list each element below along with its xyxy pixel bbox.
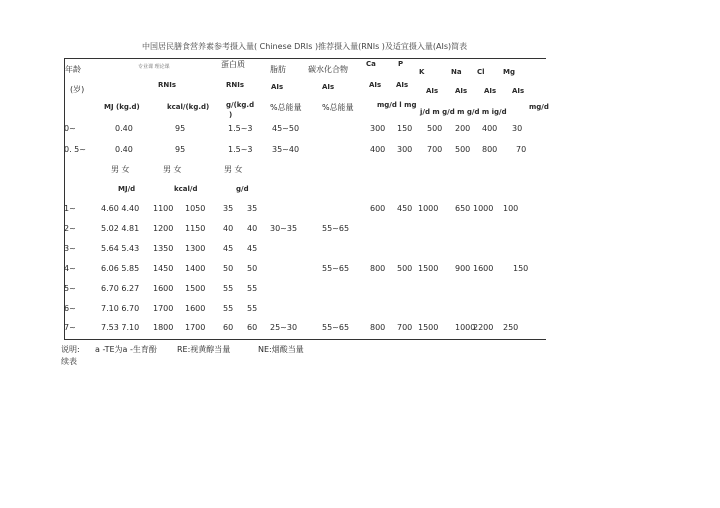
table-row xyxy=(0,265,720,277)
header-fat: 脂肪 xyxy=(270,65,286,74)
cell-energy-mj: 7.53 7.10 xyxy=(101,323,140,332)
cell-protein-male: 60 xyxy=(223,323,234,332)
header-k-ai: AIs xyxy=(426,87,439,95)
cell-na: 1000 xyxy=(455,323,476,332)
header-ca-p-unit: mg/d l mg xyxy=(377,101,417,109)
cell-energy-kcal-female: 1300 xyxy=(185,244,206,253)
cell-k: 1000 xyxy=(418,204,439,213)
cell-protein-male: 45 xyxy=(223,244,234,253)
cell-carb: 55~65 xyxy=(322,224,350,233)
table-row xyxy=(0,225,720,237)
cell-fat: 35~40 xyxy=(272,145,300,154)
header-fat-ai: AIs xyxy=(271,83,284,91)
cell-cl: 1600 xyxy=(473,264,494,273)
cell-protein-male: 40 xyxy=(223,224,234,233)
header-na-ai: AIs xyxy=(455,87,468,95)
footnote-note-2: RE:视黄醇当量 xyxy=(177,345,231,354)
header-protein-rni: RNIs xyxy=(226,81,245,89)
cell-energy-mj: 5.64 5.43 xyxy=(101,244,140,253)
cell-energy-kcal-male: 1100 xyxy=(153,204,174,213)
cell-cl: 400 xyxy=(482,124,498,133)
table-row xyxy=(0,285,720,297)
table-row xyxy=(0,125,720,137)
table-row xyxy=(0,245,720,257)
cell-protein-male: 50 xyxy=(223,264,234,273)
cell-protein-female: 60 xyxy=(247,323,258,332)
cell-fat: 45~50 xyxy=(272,124,300,133)
header-ca: Ca xyxy=(366,60,376,68)
cell-energy-kcal-male: 1450 xyxy=(153,264,174,273)
header-carb-unit: %总能量 xyxy=(322,103,354,112)
cell-energy-kcal-female: 1150 xyxy=(185,224,206,233)
header-cl: Cl xyxy=(477,68,485,76)
subheader-unit-mj: MJ/d xyxy=(118,185,136,193)
cell-age: 0. 5~ xyxy=(64,145,86,154)
cell-p: 150 xyxy=(397,124,413,133)
header-energy-unit-mj: MJ (kg.d) xyxy=(104,103,140,111)
header-p-ai: AIs xyxy=(396,81,409,89)
cell-energy-mj: 5.02 4.81 xyxy=(101,224,140,233)
table-row xyxy=(0,146,720,158)
cell-mg: 100 xyxy=(503,204,519,213)
cell-na: 650 xyxy=(455,204,471,213)
left-rule xyxy=(64,58,65,340)
cell-age: 5~ xyxy=(64,284,76,293)
header-age-unit: (岁) xyxy=(70,85,85,94)
cell-protein-female: 45 xyxy=(247,244,258,253)
cell-energy-kcal: 95 xyxy=(175,124,186,133)
cell-mg: 250 xyxy=(503,323,519,332)
subheader-sex-energy-mj: 男 女 xyxy=(111,165,130,174)
cell-k: 1500 xyxy=(418,323,439,332)
header-k: K xyxy=(419,68,425,76)
header-right-unit: mg/d xyxy=(529,103,549,111)
cell-protein: 1.5~3 xyxy=(228,124,253,133)
cell-mg: 30 xyxy=(512,124,523,133)
cell-energy-kcal-male: 1700 xyxy=(153,304,174,313)
cell-energy-mj: 4.60 4.40 xyxy=(101,204,140,213)
header-protein-unit: g/(kg.d xyxy=(226,101,255,109)
cell-protein-female: 40 xyxy=(247,224,258,233)
cell-protein-male: 35 xyxy=(223,204,234,213)
table-row xyxy=(0,324,720,336)
cell-fat: 25~30 xyxy=(270,323,298,332)
cell-age: 1~ xyxy=(64,204,76,213)
cell-na: 200 xyxy=(455,124,471,133)
cell-protein-female: 35 xyxy=(247,204,258,213)
cell-k: 1500 xyxy=(418,264,439,273)
header-ca-ai: AIs xyxy=(369,81,382,89)
cell-energy-kcal-male: 1350 xyxy=(153,244,174,253)
cell-protein-male: 55 xyxy=(223,304,234,313)
table-row xyxy=(0,205,720,217)
subheader-sex-energy-kcal: 男 女 xyxy=(163,165,182,174)
cell-mg: 70 xyxy=(516,145,527,154)
header-mg: Mg xyxy=(503,68,515,76)
cell-p: 450 xyxy=(397,204,413,213)
cell-p: 500 xyxy=(397,264,413,273)
cell-energy-kcal-female: 1600 xyxy=(185,304,206,313)
header-protein-unit-close: ) xyxy=(229,111,233,119)
table-title: 中国居民膳食营养素参考摄入量( Chinese DRIs )推荐摄入量(RNIs )及适宜摄入量(AIs)简表 xyxy=(142,42,468,51)
header-fat-unit: %总能量 xyxy=(270,103,302,112)
cell-protein-male: 55 xyxy=(223,284,234,293)
cell-energy-kcal-female: 1500 xyxy=(185,284,206,293)
cell-energy-mj: 6.70 6.27 xyxy=(101,284,140,293)
cell-energy-kcal-male: 1600 xyxy=(153,284,174,293)
cell-fat: 30~35 xyxy=(270,224,298,233)
cell-ca: 800 xyxy=(370,323,386,332)
cell-energy-mj: 0.40 xyxy=(115,145,133,154)
header-carb: 碳水化合物 xyxy=(308,65,348,74)
cell-na: 500 xyxy=(455,145,471,154)
cell-protein-female: 55 xyxy=(247,304,258,313)
cell-energy-mj: 6.06 5.85 xyxy=(101,264,140,273)
footnote-note-3: NE:烟酸当量 xyxy=(258,345,304,354)
header-protein: 蛋白质 xyxy=(221,60,245,69)
cell-energy-mj: 7.10 6.70 xyxy=(101,304,140,313)
cell-carb: 55~65 xyxy=(322,323,350,332)
cell-protein: 1.5~3 xyxy=(228,145,253,154)
header-na: Na xyxy=(451,68,462,76)
cell-age: 6~ xyxy=(64,304,76,313)
header-minerals-unit: j/d m g/d m g/d m ig/d xyxy=(420,108,507,116)
subheader-unit-g: g/d xyxy=(236,185,249,193)
header-p: P xyxy=(398,60,404,68)
cell-k: 700 xyxy=(427,145,443,154)
header-mg-ai: AIs xyxy=(512,87,525,95)
cell-age: 2~ xyxy=(64,224,76,233)
cell-protein-female: 50 xyxy=(247,264,258,273)
cell-energy-kcal-male: 1800 xyxy=(153,323,174,332)
cell-ca: 600 xyxy=(370,204,386,213)
cell-age: 7~ xyxy=(64,323,76,332)
header-age: 年龄 xyxy=(65,65,81,74)
cell-cl: 800 xyxy=(482,145,498,154)
cell-cl: 2200 xyxy=(473,323,494,332)
footnote-label: 说明: xyxy=(61,345,80,354)
header-energy-unit-kcal: kcal/(kg.d) xyxy=(167,103,210,111)
cell-cl: 1000 xyxy=(473,204,494,213)
bottom-rule xyxy=(64,339,546,340)
cell-carb: 55~65 xyxy=(322,264,350,273)
subheader-sex-protein: 男 女 xyxy=(224,165,243,174)
cell-energy-kcal-female: 1050 xyxy=(185,204,206,213)
cell-age: 4~ xyxy=(64,264,76,273)
top-rule xyxy=(64,58,546,59)
cell-p: 700 xyxy=(397,323,413,332)
header-cl-ai: AIs xyxy=(484,87,497,95)
cell-na: 900 xyxy=(455,264,471,273)
cell-age: 3~ xyxy=(64,244,76,253)
cell-energy-kcal: 95 xyxy=(175,145,186,154)
cell-energy-kcal-female: 1400 xyxy=(185,264,206,273)
subheader-unit-kcal: kcal/d xyxy=(174,185,198,193)
cell-protein-female: 55 xyxy=(247,284,258,293)
cell-k: 500 xyxy=(427,124,443,133)
cell-p: 300 xyxy=(397,145,413,154)
footnote-note-1: a -TE为a -生育酚 xyxy=(95,345,157,354)
header-carb-ai: AIs xyxy=(322,83,335,91)
cell-energy-kcal-male: 1200 xyxy=(153,224,174,233)
cell-ca: 800 xyxy=(370,264,386,273)
footnote-continued: 续表 xyxy=(61,357,77,366)
cell-ca: 300 xyxy=(370,124,386,133)
cell-ca: 400 xyxy=(370,145,386,154)
cell-energy-mj: 0.40 xyxy=(115,124,133,133)
cell-energy-kcal-female: 1700 xyxy=(185,323,206,332)
cell-age: 0~ xyxy=(64,124,76,133)
header-small-note: 专业课 理论课 xyxy=(138,64,170,70)
cell-mg: 150 xyxy=(513,264,529,273)
table-row xyxy=(0,305,720,317)
header-energy-rni: RNIs xyxy=(158,81,177,89)
